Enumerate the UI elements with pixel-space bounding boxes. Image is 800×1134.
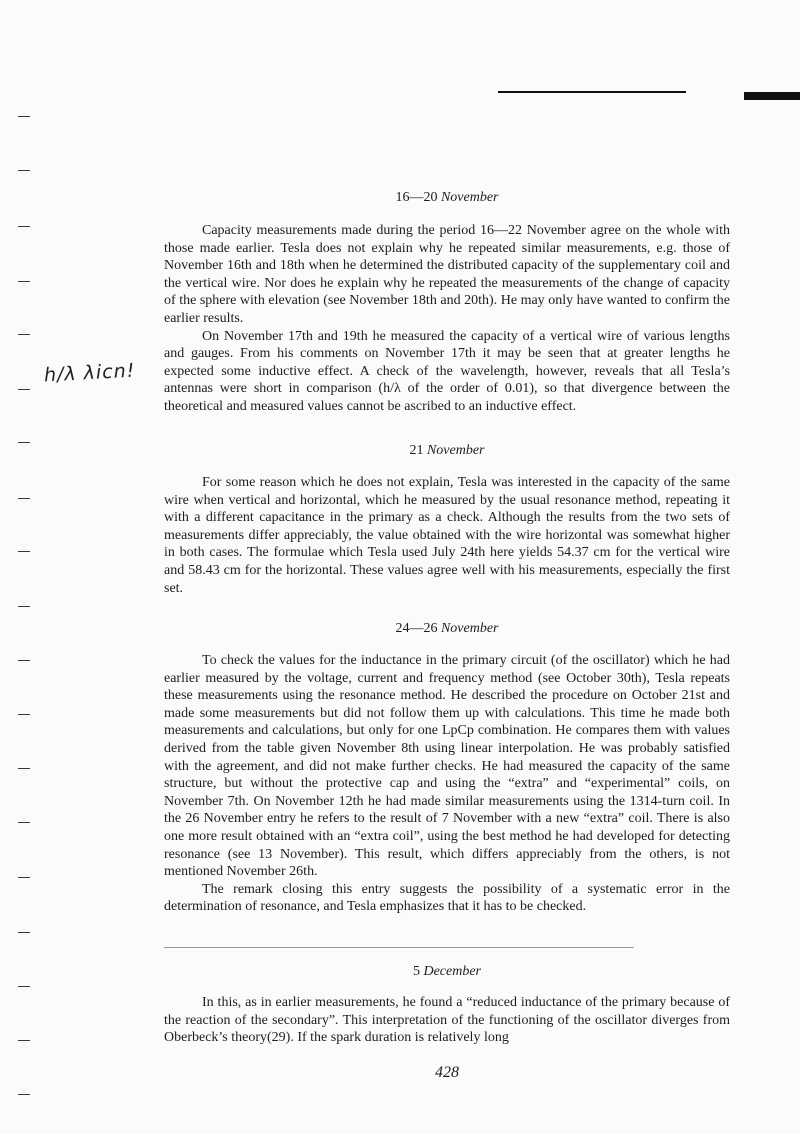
section-body [164, 652, 730, 916]
paragraph: For some reason which he does not explain, Tesla was interested in the capacity of the same wire when vertical and horizontal, which he measured by the usual resonance method, repeating it with a different capacitance in the primary as a check. Although the results from the two sets of measurements differ appreciably, the value obtained with the wire horizontal was somewhat higher in both cases. The formulae which Tesla used July 24th here yields 54.37 cm for the vertical wire and 58.43 cm for the horizontal. These values agree well with his measurements, especially the first set. [164, 475, 730, 596]
paragraph: To check the values for the inductance in the primary circuit (of the oscillator) which he had earlier measured by the voltage, current and frequency method (see October 30th), Tesla repeats these measurements using the resonance method. He described the procedure on October 21st and made some measurements but did not follow them up with calculations. This time he made both measurements and calculations, but only for one LpCp combination. He compares them with values derived from the table given November 8th using linear interpolation. He was probably satisfied with the agreement, and did not make further checks. He had measured the capacity of the same structure, but without the protective cap and using the “extra” and “experimental” coils, on November 7th. On November 12th he had made similar measurements using the 1314-turn coil. In the 26 November entry he refers to the result of 7 November with a new “extra” coil. There is also one more result obtained with an “extra coil”, using the best method he had developed for detecting resonance (see 13 November). This result, which differs appreciably from the others, is not mentioned November 26th. [164, 653, 730, 880]
paragraph: In this, as in earlier measurements, he found a “reduced inductance of the primary because of the reaction of the secondary”. This interpretation of the functioning of the oscillator diverges from Oberbeck’s theory(29). If the spark duration is relatively long [164, 995, 730, 1046]
heading-number: 24—26 [395, 621, 438, 636]
heading-number: 5 [412, 964, 420, 979]
heading-month: November [440, 621, 499, 636]
paragraph: Capacity measurements made during the period 16—22 November agree on the whole with those made earlier. Tesla does not explain why he repeated similar measurements, e.g. those of November 16th and 18th when he determined the distributed capacity of the supplementary coil and the vertical wire. Nor does he explain why he repeated the measurements of the change of capacity of the sphere with elevation (see November 18th and 20th). He may only have wanted to confirm the earlier results. [164, 223, 730, 326]
margin-tick [18, 986, 30, 987]
handwritten-margin-note: h/λ λicn! [43, 359, 136, 387]
section-heading [164, 621, 730, 637]
margin-tick [18, 877, 30, 878]
margin-tick [18, 551, 30, 552]
margin-tick [18, 170, 30, 171]
margin-tick [18, 932, 30, 933]
section-body [164, 994, 730, 1047]
top-rule [498, 91, 686, 93]
pencil-underline [164, 947, 634, 948]
heading-number: 21 [409, 443, 424, 458]
top-edge-mark [744, 92, 800, 100]
section-heading [164, 443, 730, 459]
margin-tick [18, 1094, 30, 1095]
heading-month: November [440, 190, 499, 205]
margin-tick [18, 714, 30, 715]
margin-tick [18, 442, 30, 443]
paragraph: The remark closing this entry suggests the possibility of a systematic error in the determination of resonance, and Tesla emphasizes that it has to be checked. [164, 881, 730, 915]
section-heading [164, 190, 730, 206]
margin-tick [18, 281, 30, 282]
margin-tick [18, 1040, 30, 1041]
section-body [164, 222, 730, 416]
heading-month: November [426, 443, 485, 458]
margin-tick [18, 226, 30, 227]
margin-tick [18, 334, 30, 335]
page-number: 428 [435, 1064, 459, 1081]
heading-month: December [423, 964, 482, 979]
margin-tick [18, 498, 30, 499]
section-body [164, 474, 730, 597]
margin-tick [18, 389, 30, 390]
margin-tick [18, 606, 30, 607]
section-heading [164, 964, 730, 980]
paragraph: On November 17th and 19th he measured the capacity of a vertical wire of various lengths and gauges. From his comments on November 17th it may be seen that at greater lengths he expected some inductive effect. A check of the wavelength, however, reveals that all Tesla’s antennas were short in comparison (h/λ of the order of 0.01), so that divergence between the theoretical and measured values cannot be ascribed to an inductive effect. [164, 328, 730, 414]
margin-tick [18, 660, 30, 661]
heading-number: 16—20 [395, 190, 438, 205]
margin-tick [18, 768, 30, 769]
margin-tick [18, 116, 30, 117]
margin-tick [18, 822, 30, 823]
